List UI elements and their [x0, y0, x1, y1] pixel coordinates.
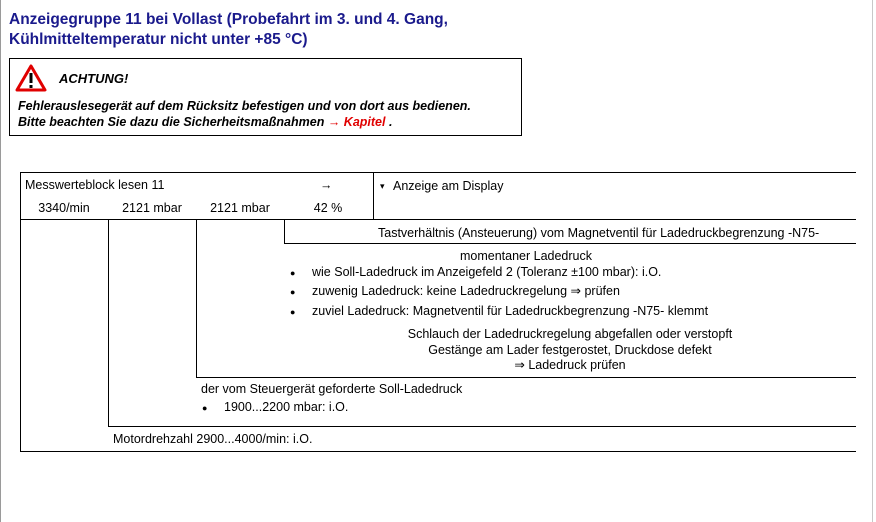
warning-box: [9, 58, 522, 136]
window-left-edge: [0, 0, 1, 522]
page-title-line-1: Anzeigegruppe 11 bei Vollast (Probefahrt im 3. und 4. Gang,: [9, 11, 448, 28]
arrow-right: →: [320, 178, 333, 192]
warning-line-2-end: .: [385, 115, 393, 129]
warning-triangle-icon: [15, 64, 47, 92]
field4-bottom-border: [284, 243, 856, 244]
field3-bullet-2: zuwenig Ladedruck: keine Ladedruckregelung ⇒ prüfen: [312, 284, 620, 298]
field3-bottom-border: [196, 377, 856, 378]
field1-description: Motordrehzahl 2900...4000/min: i.O.: [113, 432, 313, 446]
warning-heading: ACHTUNG!: [59, 71, 129, 86]
field2-value: 2121 mbar: [122, 201, 182, 215]
field3-connector: [196, 219, 197, 378]
bullet-icon: ●: [202, 403, 208, 413]
field4-connector: [284, 219, 285, 244]
field2-bottom-border: [108, 426, 856, 427]
field4-description: Tastverhältnis (Ansteuerung) vom Magnetventil für Ladedruckbegrenzung -N75-: [378, 226, 820, 240]
field3-cause-2: Gestänge am Lader festgerostet, Druckdose defekt: [428, 343, 712, 357]
bullet-icon: ●: [290, 268, 296, 278]
field3-heading: momentaner Ladedruck: [459, 249, 593, 263]
warning-line-2: [18, 114, 471, 130]
page-title: [9, 10, 569, 50]
warning-text: [18, 98, 471, 130]
bullet-icon: ●: [290, 307, 296, 317]
chapter-link[interactable]: → Kapitel: [327, 115, 386, 129]
window-right-edge: [872, 0, 873, 522]
display-marker-icon: ▾: [380, 181, 385, 191]
page-title-line-2: Kühlmitteltemperatur nicht unter +85 °C): [9, 31, 308, 48]
field3-bullet-3: zuviel Ladedruck: Magnetventil für Ladedruckbegrenzung -N75- klemmt: [312, 304, 709, 318]
field2-connector: [108, 219, 109, 427]
field3-value: 2121 mbar: [210, 201, 270, 215]
warning-line-1: Fehlerauslesegerät auf dem Rücksitz befestigen und von dort aus bedienen.: [18, 99, 471, 113]
field2-heading: der vom Steuergerät geforderte Soll-Ladedruck: [201, 382, 463, 396]
header-bottom-border: [20, 219, 856, 220]
field2-bullet-1: 1900...2200 mbar: i.O.: [224, 400, 349, 414]
field1-value: 3340/min: [38, 201, 90, 215]
field3-cause-3: ⇒ Ladedruck prüfen: [514, 358, 626, 372]
field1-bottom-border: [20, 451, 856, 452]
header-divider: [373, 172, 374, 220]
field3-cause-1: Schlauch der Ladedruckregelung abgefallen oder verstopft: [407, 327, 733, 341]
block-label: Messwerteblock lesen 11: [25, 178, 165, 192]
bullet-icon: ●: [290, 287, 296, 297]
display-label: Anzeige am Display: [393, 179, 504, 193]
field4-value: 42 %: [313, 201, 343, 215]
warning-line-2-text: Bitte beachten Sie dazu die Sicherheitsmaßnahmen: [18, 115, 328, 129]
field3-bullet-1: wie Soll-Ladedruck im Anzeigefeld 2 (Toleranz ±100 mbar): i.O.: [312, 265, 662, 279]
header-top-border: [20, 172, 856, 173]
